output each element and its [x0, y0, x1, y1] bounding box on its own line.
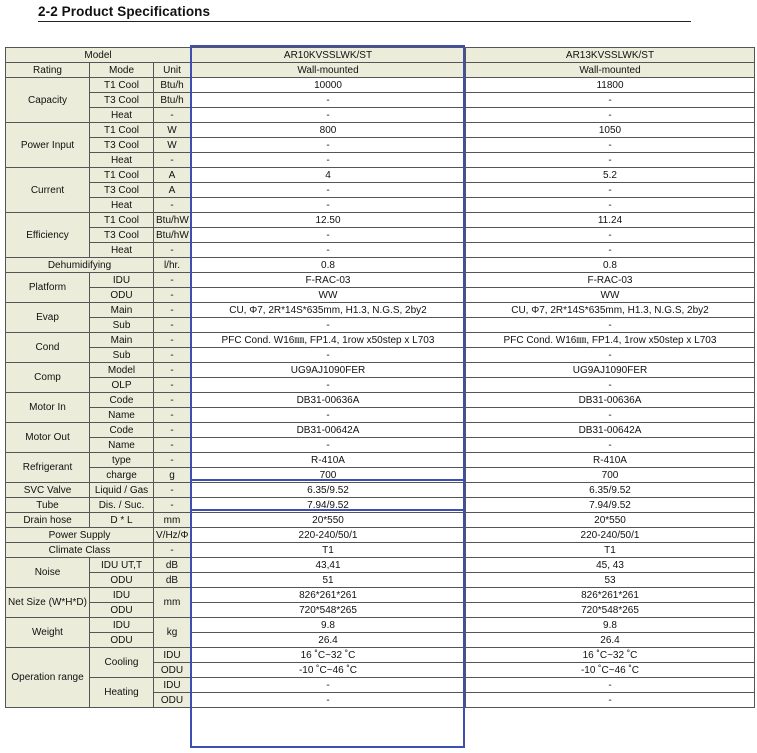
- row-value-model-2: F-RAC-03: [466, 273, 755, 288]
- row-value-model-1: 826*261*261: [191, 588, 466, 603]
- row-mode: T1 Cool: [90, 123, 154, 138]
- row-value-model-2: -: [466, 378, 755, 393]
- unit-label: Unit: [154, 63, 191, 78]
- row-value-model-2: 5.2: [466, 168, 755, 183]
- row-unit: -: [154, 438, 191, 453]
- row-group-label: Comp: [6, 363, 90, 393]
- row-mode: Name: [90, 408, 154, 423]
- row-value-model-2: 16 ˚C~32 ˚C: [466, 648, 755, 663]
- table-row: [6, 183, 755, 198]
- row-unit: ODU: [154, 663, 191, 678]
- row-value-model-1: 720*548*265: [191, 603, 466, 618]
- row-group-label: Tube: [6, 498, 90, 513]
- row-value-model-1: -: [191, 438, 466, 453]
- row-unit: -: [154, 273, 191, 288]
- row-group-label: Cond: [6, 333, 90, 363]
- row-value-model-1: UG9AJ1090FER: [191, 363, 466, 378]
- table-row: [6, 543, 755, 558]
- row-value-model-2: WW: [466, 288, 755, 303]
- row-value-model-2: UG9AJ1090FER: [466, 363, 755, 378]
- row-value-model-1: -: [191, 678, 466, 693]
- row-unit: -: [154, 393, 191, 408]
- row-value-model-1: 43,41: [191, 558, 466, 573]
- model-1-type: Wall-mounted: [191, 63, 466, 78]
- row-group-label: Evap: [6, 303, 90, 333]
- table-row: [6, 558, 755, 573]
- row-value-model-2: 826*261*261: [466, 588, 755, 603]
- table-row: [6, 423, 755, 438]
- row-mode: Heat: [90, 108, 154, 123]
- table-row: [6, 678, 755, 693]
- row-value-model-2: R-410A: [466, 453, 755, 468]
- row-unit: Btu/h: [154, 93, 191, 108]
- row-value-model-2: 20*550: [466, 513, 755, 528]
- row-mode: OLP: [90, 378, 154, 393]
- row-unit: -: [154, 378, 191, 393]
- row-value-model-2: 1050: [466, 123, 755, 138]
- row-single-label: Dehumidifying: [6, 258, 154, 273]
- header-row-model: [6, 48, 755, 63]
- row-value-model-1: 9.8: [191, 618, 466, 633]
- row-group-label: Net Size (W*H*D): [6, 588, 90, 618]
- row-value-model-1: -: [191, 408, 466, 423]
- row-unit: Btu/hW: [154, 228, 191, 243]
- row-value-model-1: -: [191, 228, 466, 243]
- row-mode: IDU: [90, 273, 154, 288]
- row-value-model-2: 0.8: [466, 258, 755, 273]
- table-row: [6, 198, 755, 213]
- row-group-label: Platform: [6, 273, 90, 303]
- row-unit: Btu/hW: [154, 213, 191, 228]
- row-value-model-2: -: [466, 228, 755, 243]
- row-group-label: SVC Valve: [6, 483, 90, 498]
- row-value-model-1: DB31-00642A: [191, 423, 466, 438]
- row-value-model-2: 53: [466, 573, 755, 588]
- row-unit: -: [154, 408, 191, 423]
- row-value-model-2: 11800: [466, 78, 755, 93]
- row-mode: IDU UT,T: [90, 558, 154, 573]
- table-row: [6, 258, 755, 273]
- row-value-model-1: DB31-00636A: [191, 393, 466, 408]
- table-row: [6, 453, 755, 468]
- row-value-model-2: -: [466, 693, 755, 708]
- row-mode: IDU: [90, 588, 154, 603]
- row-value-model-1: 12.50: [191, 213, 466, 228]
- row-value-model-2: -: [466, 93, 755, 108]
- row-value-model-1: WW: [191, 288, 466, 303]
- row-value-model-1: F-RAC-03: [191, 273, 466, 288]
- row-value-model-2: -: [466, 198, 755, 213]
- row-value-model-1: -10 ˚C~46 ˚C: [191, 663, 466, 678]
- row-value-model-1: R-410A: [191, 453, 466, 468]
- row-unit: dB: [154, 558, 191, 573]
- row-value-model-2: -: [466, 678, 755, 693]
- table-row: [6, 153, 755, 168]
- row-unit: ODU: [154, 693, 191, 708]
- spec-table: [5, 47, 755, 708]
- row-mode: T1 Cool: [90, 168, 154, 183]
- row-value-model-2: 45, 43: [466, 558, 755, 573]
- row-value-model-2: -: [466, 318, 755, 333]
- row-value-model-1: 26.4: [191, 633, 466, 648]
- row-mode: ODU: [90, 633, 154, 648]
- row-value-model-2: 720*548*265: [466, 603, 755, 618]
- row-unit: dB: [154, 573, 191, 588]
- row-group-label: Refrigerant: [6, 453, 90, 483]
- row-mode: ODU: [90, 573, 154, 588]
- row-single-label: Power Supply: [6, 528, 154, 543]
- row-value-model-2: -: [466, 108, 755, 123]
- table-row: [6, 363, 755, 378]
- row-value-model-1: -: [191, 318, 466, 333]
- row-unit: -: [154, 453, 191, 468]
- table-row: [6, 438, 755, 453]
- row-value-model-2: 7.94/9.52: [466, 498, 755, 513]
- row-unit: -: [154, 198, 191, 213]
- table-row: [6, 588, 755, 603]
- row-mode: Code: [90, 423, 154, 438]
- row-value-model-1: 51: [191, 573, 466, 588]
- row-mode: T3 Cool: [90, 138, 154, 153]
- row-value-model-1: 7.94/9.52: [191, 498, 466, 513]
- row-unit: -: [154, 498, 191, 513]
- table-row: [6, 333, 755, 348]
- row-mode: ODU: [90, 603, 154, 618]
- row-mode: T1 Cool: [90, 213, 154, 228]
- row-group-label: Power Input: [6, 123, 90, 168]
- table-row: [6, 648, 755, 663]
- row-value-model-2: 11.24: [466, 213, 755, 228]
- model-1-name: AR10KVSSLWK/ST: [191, 48, 466, 63]
- table-row: [6, 93, 755, 108]
- row-unit: -: [154, 153, 191, 168]
- row-mode: Sub: [90, 348, 154, 363]
- table-row: [6, 408, 755, 423]
- row-value-model-1: 10000: [191, 78, 466, 93]
- table-row: [6, 468, 755, 483]
- table-row: [6, 498, 755, 513]
- row-value-model-2: 6.35/9.52: [466, 483, 755, 498]
- row-value-model-2: -: [466, 438, 755, 453]
- row-mode: T3 Cool: [90, 228, 154, 243]
- row-value-model-1: -: [191, 378, 466, 393]
- row-mode: Heat: [90, 198, 154, 213]
- row-unit: mm: [154, 513, 191, 528]
- row-value-model-2: PFC Cond. W16㎜, FP1.4, 1row x50step x L703: [466, 333, 755, 348]
- table-row: [6, 168, 755, 183]
- table-row: [6, 138, 755, 153]
- row-value-model-1: -: [191, 243, 466, 258]
- table-row: [6, 273, 755, 288]
- row-value-model-2: 9.8: [466, 618, 755, 633]
- row-value-model-2: 26.4: [466, 633, 755, 648]
- table-row: [6, 513, 755, 528]
- row-value-model-1: -: [191, 138, 466, 153]
- row-value-model-2: 700: [466, 468, 755, 483]
- table-row: [6, 378, 755, 393]
- row-value-model-1: -: [191, 348, 466, 363]
- row-value-model-1: 700: [191, 468, 466, 483]
- header-row-rating: [6, 63, 755, 78]
- row-value-model-1: 0.8: [191, 258, 466, 273]
- row-unit: V/Hz/Φ: [154, 528, 191, 543]
- table-row: [6, 528, 755, 543]
- row-unit: IDU: [154, 678, 191, 693]
- table-row: [6, 573, 755, 588]
- row-mode: Model: [90, 363, 154, 378]
- row-value-model-2: DB31-00636A: [466, 393, 755, 408]
- row-value-model-2: -10 ˚C~46 ˚C: [466, 663, 755, 678]
- row-unit: -: [154, 348, 191, 363]
- row-unit: A: [154, 168, 191, 183]
- row-mode: Main: [90, 303, 154, 318]
- table-row: [6, 78, 755, 93]
- row-mode: Name: [90, 438, 154, 453]
- row-unit: Btu/h: [154, 78, 191, 93]
- row-value-model-2: -: [466, 348, 755, 363]
- row-group-label: Capacity: [6, 78, 90, 123]
- row-sub-label: Cooling: [90, 648, 154, 678]
- page-title: 2-2 Product Specifications: [38, 4, 211, 19]
- row-unit: -: [154, 243, 191, 258]
- row-value-model-1: 220-240/50/1: [191, 528, 466, 543]
- row-unit: -: [154, 288, 191, 303]
- row-value-model-1: 20*550: [191, 513, 466, 528]
- table-row: [6, 243, 755, 258]
- row-mode: T3 Cool: [90, 93, 154, 108]
- row-value-model-1: 6.35/9.52: [191, 483, 466, 498]
- row-unit: l/hr.: [154, 258, 191, 273]
- row-value-model-1: PFC Cond. W16㎜, FP1.4, 1row x50step x L703: [191, 333, 466, 348]
- row-value-model-1: -: [191, 198, 466, 213]
- row-mode: Code: [90, 393, 154, 408]
- table-row: [6, 348, 755, 363]
- row-value-model-1: -: [191, 108, 466, 123]
- row-mode: D * L: [90, 513, 154, 528]
- row-group-label: Motor Out: [6, 423, 90, 453]
- table-row: [6, 603, 755, 618]
- row-sub-label: Heating: [90, 678, 154, 708]
- row-unit: -: [154, 333, 191, 348]
- row-unit: -: [154, 543, 191, 558]
- row-value-model-2: DB31-00642A: [466, 423, 755, 438]
- table-row: [6, 633, 755, 648]
- table-row: [6, 303, 755, 318]
- mode-label: Mode: [90, 63, 154, 78]
- row-group-label: Noise: [6, 558, 90, 588]
- row-value-model-2: -: [466, 138, 755, 153]
- row-mode: Dis. / Suc.: [90, 498, 154, 513]
- table-row: [6, 288, 755, 303]
- row-mode: Liquid / Gas: [90, 483, 154, 498]
- row-value-model-1: -: [191, 153, 466, 168]
- row-group-label: Current: [6, 168, 90, 213]
- row-value-model-2: -: [466, 183, 755, 198]
- row-value-model-2: -: [466, 408, 755, 423]
- row-mode: type: [90, 453, 154, 468]
- row-mode: Sub: [90, 318, 154, 333]
- row-mode: Main: [90, 333, 154, 348]
- row-value-model-2: -: [466, 153, 755, 168]
- row-unit: -: [154, 303, 191, 318]
- row-value-model-2: -: [466, 243, 755, 258]
- table-row: [6, 318, 755, 333]
- row-group-label: Drain hose: [6, 513, 90, 528]
- row-unit: -: [154, 363, 191, 378]
- row-unit: -: [154, 108, 191, 123]
- table-row: [6, 618, 755, 633]
- row-mode: T3 Cool: [90, 183, 154, 198]
- row-unit: mm: [154, 588, 191, 618]
- table-row: [6, 123, 755, 138]
- row-group-label: Operation range: [6, 648, 90, 708]
- row-value-model-1: T1: [191, 543, 466, 558]
- model-2-type: Wall-mounted: [466, 63, 755, 78]
- row-mode: charge: [90, 468, 154, 483]
- model-label: Model: [6, 48, 191, 63]
- row-value-model-1: CU, Φ7, 2R*14S*635mm, H1.3, N.G.S, 2by2: [191, 303, 466, 318]
- table-row: [6, 108, 755, 123]
- row-unit: W: [154, 138, 191, 153]
- row-value-model-2: 220-240/50/1: [466, 528, 755, 543]
- row-unit: A: [154, 183, 191, 198]
- row-unit: -: [154, 318, 191, 333]
- row-value-model-1: 4: [191, 168, 466, 183]
- row-value-model-1: -: [191, 183, 466, 198]
- row-value-model-2: T1: [466, 543, 755, 558]
- row-group-label: Weight: [6, 618, 90, 648]
- row-unit: -: [154, 423, 191, 438]
- row-group-label: Motor In: [6, 393, 90, 423]
- row-mode: Heat: [90, 153, 154, 168]
- row-single-label: Climate Class: [6, 543, 154, 558]
- table-row: [6, 228, 755, 243]
- row-unit: IDU: [154, 648, 191, 663]
- row-mode: T1 Cool: [90, 78, 154, 93]
- row-value-model-1: -: [191, 93, 466, 108]
- row-mode: ODU: [90, 288, 154, 303]
- row-unit: g: [154, 468, 191, 483]
- title-underline: [38, 21, 691, 22]
- row-unit: kg: [154, 618, 191, 648]
- row-mode: Heat: [90, 243, 154, 258]
- row-value-model-1: -: [191, 693, 466, 708]
- row-value-model-1: 800: [191, 123, 466, 138]
- row-unit: -: [154, 483, 191, 498]
- model-2-name: AR13KVSSLWK/ST: [466, 48, 755, 63]
- row-value-model-2: CU, Φ7, 2R*14S*635mm, H1.3, N.G.S, 2by2: [466, 303, 755, 318]
- table-row: [6, 393, 755, 408]
- rating-label: Rating: [6, 63, 90, 78]
- table-row: [6, 213, 755, 228]
- row-value-model-1: 16 ˚C~32 ˚C: [191, 648, 466, 663]
- row-unit: W: [154, 123, 191, 138]
- row-mode: IDU: [90, 618, 154, 633]
- row-group-label: Efficiency: [6, 213, 90, 258]
- table-row: [6, 483, 755, 498]
